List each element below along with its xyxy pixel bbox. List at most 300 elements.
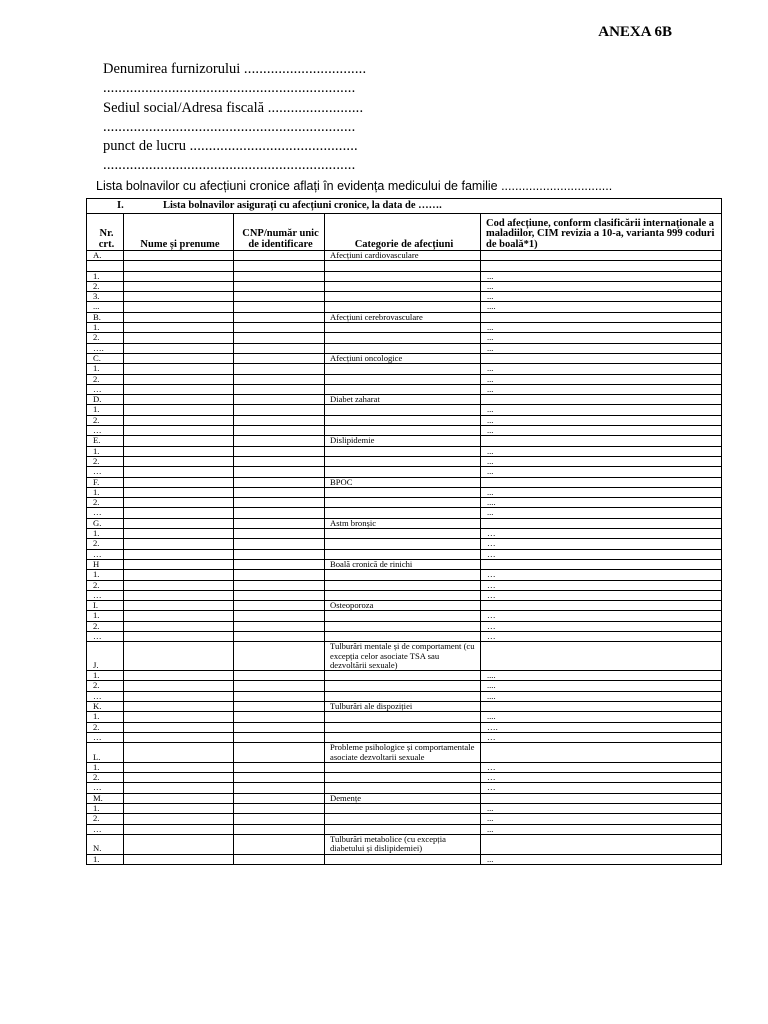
cnp-cell <box>234 518 325 528</box>
row-number-cell: 2. <box>87 722 124 732</box>
code-cell: ... <box>481 487 722 497</box>
row-number-cell: 2. <box>87 498 124 508</box>
table-row <box>87 312 722 322</box>
table-row <box>87 436 722 446</box>
cnp-cell <box>234 570 325 580</box>
row-number-cell: 1. <box>87 487 124 497</box>
row-number-cell: 1. <box>87 271 124 281</box>
annex-label: ANEXA 6B <box>598 24 672 40</box>
code-cell: ... <box>481 271 722 281</box>
table-row <box>87 549 722 559</box>
code-cell: ... <box>481 467 722 477</box>
table-row <box>87 642 722 671</box>
cnp-cell <box>234 824 325 834</box>
category-cell <box>325 824 481 834</box>
category-cell: Diabet zaharat <box>325 395 481 405</box>
header-code: Cod afecțiune, conform clasificării internaționale a maladiilor, CIM revizia a 10-a, varianta 999 coduri de boală*1) <box>481 214 722 251</box>
name-cell <box>124 467 234 477</box>
name-cell <box>124 824 234 834</box>
table-row <box>87 343 722 353</box>
category-cell: Osteoporoza <box>325 601 481 611</box>
category-cell: Astm bronșic <box>325 518 481 528</box>
cnp-cell <box>234 539 325 549</box>
table-row <box>87 722 722 732</box>
table-row <box>87 539 722 549</box>
name-cell <box>124 804 234 814</box>
table-row <box>87 456 722 466</box>
table-row <box>87 732 722 742</box>
name-cell <box>124 793 234 803</box>
code-cell: ... <box>481 405 722 415</box>
category-cell: Afecțiuni cerebrovasculare <box>325 312 481 322</box>
cnp-cell <box>234 590 325 600</box>
code-cell <box>481 559 722 569</box>
row-number-cell: 1. <box>87 529 124 539</box>
code-cell: … <box>481 570 722 580</box>
row-number-cell: M. <box>87 793 124 803</box>
code-cell: ... <box>481 384 722 394</box>
table-row <box>87 681 722 691</box>
category-cell <box>325 508 481 518</box>
code-cell: ... <box>481 343 722 353</box>
code-cell <box>481 743 722 763</box>
row-number-cell: D. <box>87 395 124 405</box>
row-number-cell: 1. <box>87 611 124 621</box>
category-cell <box>325 529 481 539</box>
header-name: Nume și prenume <box>124 214 234 251</box>
row-number-cell: 2. <box>87 580 124 590</box>
name-cell <box>124 611 234 621</box>
name-cell <box>124 681 234 691</box>
category-cell <box>325 302 481 312</box>
table-row <box>87 631 722 641</box>
name-cell <box>124 364 234 374</box>
header-cnp: CNP/număr unic de identificare <box>234 214 325 251</box>
cnp-cell <box>234 395 325 405</box>
supplier-workplace-dots: ............................................ <box>189 138 358 155</box>
row-number-cell: 1. <box>87 364 124 374</box>
category-cell <box>325 271 481 281</box>
cnp-cell <box>234 762 325 772</box>
cnp-cell <box>234 681 325 691</box>
name-cell <box>124 343 234 353</box>
cnp-cell <box>234 456 325 466</box>
supplier-dotted-line: .................................................................. <box>103 157 356 174</box>
table-row <box>87 671 722 681</box>
cnp-cell <box>234 611 325 621</box>
table-row <box>87 405 722 415</box>
category-cell <box>325 621 481 631</box>
name-cell <box>124 384 234 394</box>
table-row <box>87 281 722 291</box>
cnp-cell <box>234 601 325 611</box>
category-cell: Tulburări mentale și de comportament (cu excepția celor asociate TSA sau dezvoltării sexuale) <box>325 642 481 671</box>
cnp-cell <box>234 467 325 477</box>
name-cell <box>124 446 234 456</box>
category-cell <box>325 611 481 621</box>
cnp-cell <box>234 722 325 732</box>
code-cell <box>481 477 722 487</box>
name-cell <box>124 395 234 405</box>
cnp-cell <box>234 498 325 508</box>
row-number-cell: N. <box>87 834 124 854</box>
cnp-cell <box>234 549 325 559</box>
category-cell <box>325 374 481 384</box>
category-cell: Dislipidemie <box>325 436 481 446</box>
row-number-cell: 1. <box>87 323 124 333</box>
row-number-cell: … <box>87 824 124 834</box>
table-row <box>87 374 722 384</box>
cnp-cell <box>234 691 325 701</box>
name-cell <box>124 631 234 641</box>
code-cell <box>481 518 722 528</box>
name-cell <box>124 570 234 580</box>
row-number-cell: 1. <box>87 762 124 772</box>
name-cell <box>124 642 234 671</box>
code-cell: ... <box>481 426 722 436</box>
row-number-cell: 2. <box>87 773 124 783</box>
row-number-cell: … <box>87 732 124 742</box>
category-cell <box>325 549 481 559</box>
header-category: Categorie de afecțiuni <box>325 214 481 251</box>
table-row <box>87 854 722 864</box>
code-cell: ... <box>481 333 722 343</box>
name-cell <box>124 323 234 333</box>
row-number-cell: 1. <box>87 671 124 681</box>
code-cell: … <box>481 732 722 742</box>
name-cell <box>124 261 234 271</box>
category-cell <box>325 631 481 641</box>
cnp-cell <box>234 804 325 814</box>
name-cell <box>124 601 234 611</box>
category-cell: Tulburări ale dispoziției <box>325 702 481 712</box>
category-cell <box>325 814 481 824</box>
cnp-cell <box>234 559 325 569</box>
supplier-dotted-line: .................................................................. <box>103 80 356 97</box>
category-cell <box>325 446 481 456</box>
category-cell <box>325 467 481 477</box>
row-number-cell: L. <box>87 743 124 763</box>
row-number-cell: 2. <box>87 333 124 343</box>
code-cell: ... <box>481 456 722 466</box>
name-cell <box>124 743 234 763</box>
category-cell <box>325 681 481 691</box>
category-cell <box>325 671 481 681</box>
code-cell: … <box>481 783 722 793</box>
table-row <box>87 518 722 528</box>
name-cell <box>124 353 234 363</box>
cnp-cell <box>234 261 325 271</box>
name-cell <box>124 271 234 281</box>
table-row <box>87 834 722 854</box>
chronic-patients-table <box>86 198 722 865</box>
table-row <box>87 743 722 763</box>
cnp-cell <box>234 446 325 456</box>
name-cell <box>124 487 234 497</box>
category-cell <box>325 498 481 508</box>
supplier-address-label: Sediul social/Adresa fiscală <box>103 99 265 116</box>
code-cell: … <box>481 580 722 590</box>
table-row <box>87 353 722 363</box>
category-cell <box>325 783 481 793</box>
name-cell <box>124 549 234 559</box>
code-cell: .... <box>481 681 722 691</box>
table-row <box>87 529 722 539</box>
table-row <box>87 762 722 772</box>
name-cell <box>124 732 234 742</box>
code-cell <box>481 261 722 271</box>
name-cell <box>124 783 234 793</box>
row-number-cell: E. <box>87 436 124 446</box>
cnp-cell <box>234 773 325 783</box>
cnp-cell <box>234 793 325 803</box>
cnp-cell <box>234 477 325 487</box>
header-nr: Nr. crt. <box>87 214 124 251</box>
table-row <box>87 508 722 518</box>
table-row <box>87 487 722 497</box>
row-number-cell: 3. <box>87 292 124 302</box>
table-row <box>87 570 722 580</box>
code-cell <box>481 793 722 803</box>
table-row <box>87 251 722 261</box>
row-number-cell: … <box>87 467 124 477</box>
cnp-cell <box>234 631 325 641</box>
table-row <box>87 261 722 271</box>
supplier-address-line <box>103 99 366 118</box>
table-row <box>87 702 722 712</box>
code-cell <box>481 642 722 671</box>
table-row <box>87 446 722 456</box>
row-number-cell: K. <box>87 702 124 712</box>
table-row <box>87 498 722 508</box>
code-cell: … <box>481 529 722 539</box>
table-section-title <box>87 199 722 214</box>
category-cell <box>325 804 481 814</box>
table-row <box>87 590 722 600</box>
category-cell <box>325 415 481 425</box>
supplier-workplace-line <box>103 137 366 156</box>
name-cell <box>124 426 234 436</box>
table-row <box>87 601 722 611</box>
code-cell <box>481 353 722 363</box>
code-cell: ... <box>481 854 722 864</box>
name-cell <box>124 773 234 783</box>
row-number-cell: 2. <box>87 814 124 824</box>
category-cell: Afecțiuni cardiovasculare <box>325 251 481 261</box>
cnp-cell <box>234 529 325 539</box>
code-cell <box>481 834 722 854</box>
row-number-cell: 1. <box>87 570 124 580</box>
category-cell: Tulburări metabolice (cu excepția diabetului și dislipidemiei) <box>325 834 481 854</box>
cnp-cell <box>234 712 325 722</box>
cnp-cell <box>234 281 325 291</box>
list-title: Lista bolnavilor cu afecțiuni cronice aflați în evidența medicului de familie ................................ <box>96 179 613 193</box>
name-cell <box>124 518 234 528</box>
name-cell <box>124 580 234 590</box>
category-cell <box>325 570 481 580</box>
name-cell <box>124 712 234 722</box>
section-number: I. <box>117 200 124 212</box>
row-number-cell: 2. <box>87 681 124 691</box>
cnp-cell <box>234 374 325 384</box>
name-cell <box>124 251 234 261</box>
row-number-cell: … <box>87 631 124 641</box>
category-cell <box>325 405 481 415</box>
supplier-name-line <box>103 60 366 79</box>
table-row <box>87 364 722 374</box>
cnp-cell <box>234 732 325 742</box>
code-cell: .... <box>481 302 722 312</box>
table-row <box>87 415 722 425</box>
table-row <box>87 793 722 803</box>
code-cell: ... <box>481 364 722 374</box>
cnp-cell <box>234 783 325 793</box>
code-cell <box>481 251 722 261</box>
category-cell <box>325 426 481 436</box>
code-cell: … <box>481 549 722 559</box>
supplier-block <box>103 60 366 176</box>
table-row <box>87 580 722 590</box>
supplier-workplace-label: punct de lucru <box>103 138 186 155</box>
cnp-cell <box>234 487 325 497</box>
code-cell: … <box>481 590 722 600</box>
name-cell <box>124 477 234 487</box>
row-number-cell: 2. <box>87 456 124 466</box>
code-cell: .... <box>481 712 722 722</box>
supplier-address-dots: ......................... <box>267 99 364 116</box>
name-cell <box>124 854 234 864</box>
category-cell <box>325 732 481 742</box>
row-number-cell: 2. <box>87 374 124 384</box>
category-cell <box>325 854 481 864</box>
category-cell <box>325 261 481 271</box>
name-cell <box>124 374 234 384</box>
code-cell: ... <box>481 374 722 384</box>
row-number-cell: ... <box>87 302 124 312</box>
code-cell: ... <box>481 292 722 302</box>
cnp-cell <box>234 621 325 631</box>
code-cell <box>481 702 722 712</box>
row-number-cell: 1. <box>87 854 124 864</box>
row-number-cell: … <box>87 691 124 701</box>
code-cell: ... <box>481 323 722 333</box>
row-number-cell: B. <box>87 312 124 322</box>
table-row <box>87 477 722 487</box>
cnp-cell <box>234 343 325 353</box>
cnp-cell <box>234 415 325 425</box>
row-number-cell <box>87 261 124 271</box>
cnp-cell <box>234 292 325 302</box>
table-row <box>87 773 722 783</box>
category-cell <box>325 384 481 394</box>
name-cell <box>124 834 234 854</box>
name-cell <box>124 405 234 415</box>
cnp-cell <box>234 642 325 671</box>
code-cell: … <box>481 762 722 772</box>
table-row <box>87 271 722 281</box>
category-cell <box>325 487 481 497</box>
table-row <box>87 467 722 477</box>
cnp-cell <box>234 333 325 343</box>
name-cell <box>124 762 234 772</box>
table-header-row <box>87 214 722 251</box>
code-cell <box>481 436 722 446</box>
row-number-cell: … <box>87 783 124 793</box>
code-cell: ... <box>481 446 722 456</box>
name-cell <box>124 302 234 312</box>
row-number-cell: … <box>87 384 124 394</box>
cnp-cell <box>234 426 325 436</box>
cnp-cell <box>234 384 325 394</box>
cnp-cell <box>234 353 325 363</box>
code-cell: .... <box>481 691 722 701</box>
table-row <box>87 691 722 701</box>
code-cell: … <box>481 631 722 641</box>
cnp-cell <box>234 251 325 261</box>
category-cell <box>325 292 481 302</box>
row-number-cell: 2. <box>87 621 124 631</box>
cnp-cell <box>234 323 325 333</box>
name-cell <box>124 281 234 291</box>
code-cell: … <box>481 539 722 549</box>
code-cell: .... <box>481 671 722 681</box>
category-cell <box>325 323 481 333</box>
name-cell <box>124 590 234 600</box>
table-row <box>87 384 722 394</box>
category-cell <box>325 364 481 374</box>
category-cell <box>325 580 481 590</box>
cnp-cell <box>234 854 325 864</box>
row-number-cell: 2. <box>87 415 124 425</box>
table-row <box>87 824 722 834</box>
name-cell <box>124 814 234 824</box>
code-cell: ... <box>481 281 722 291</box>
table-row <box>87 559 722 569</box>
name-cell <box>124 691 234 701</box>
row-number-cell: 1. <box>87 446 124 456</box>
name-cell <box>124 539 234 549</box>
cnp-cell <box>234 312 325 322</box>
cnp-cell <box>234 580 325 590</box>
row-number-cell: F. <box>87 477 124 487</box>
code-cell <box>481 601 722 611</box>
name-cell <box>124 671 234 681</box>
code-cell: .... <box>481 498 722 508</box>
row-number-cell: C. <box>87 353 124 363</box>
table-row <box>87 783 722 793</box>
name-cell <box>124 702 234 712</box>
row-number-cell: … <box>87 590 124 600</box>
code-cell: ... <box>481 824 722 834</box>
category-cell <box>325 281 481 291</box>
table-row <box>87 712 722 722</box>
table-row <box>87 611 722 621</box>
category-cell <box>325 343 481 353</box>
category-cell: Demențe <box>325 793 481 803</box>
cnp-cell <box>234 743 325 763</box>
category-cell: BPOC <box>325 477 481 487</box>
cnp-cell <box>234 302 325 312</box>
category-cell <box>325 722 481 732</box>
cnp-cell <box>234 405 325 415</box>
code-cell: ... <box>481 814 722 824</box>
category-cell: Afecțiuni oncologice <box>325 353 481 363</box>
name-cell <box>124 508 234 518</box>
row-number-cell: 2. <box>87 539 124 549</box>
category-cell <box>325 590 481 600</box>
name-cell <box>124 333 234 343</box>
table-row <box>87 333 722 343</box>
